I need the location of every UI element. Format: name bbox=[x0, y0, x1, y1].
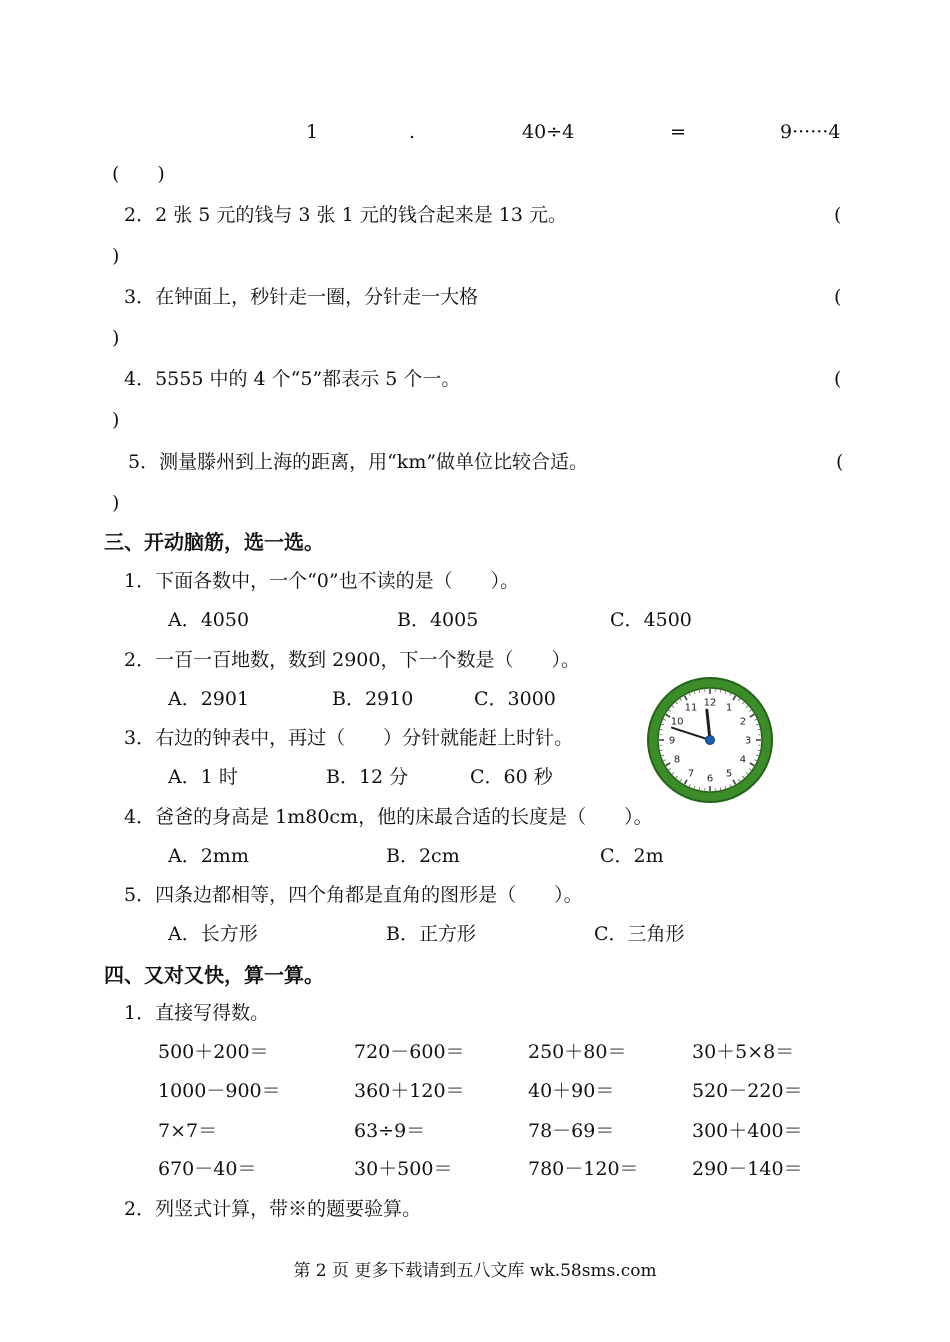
judge-q2-paren-close: ) bbox=[112, 245, 120, 267]
calc-item: 250＋80＝ bbox=[528, 1041, 627, 1063]
choice-q3-option-c: C．60 秒 bbox=[470, 766, 553, 788]
calc-item: 670－40＝ bbox=[158, 1158, 257, 1180]
choice-q1-text: 1．下面各数中，一个“0”也不读的是（ ）。 bbox=[124, 570, 520, 592]
section4-sub2: 2．列竖式计算，带※的题要验算。 bbox=[124, 1198, 422, 1220]
calc-item: 520－220＝ bbox=[692, 1080, 803, 1102]
calc-item: 30＋5×8＝ bbox=[692, 1041, 795, 1063]
clock-illustration bbox=[646, 676, 774, 804]
judge-q1-number: 1 bbox=[306, 121, 319, 143]
section4-title: 四、又对又快，算一算。 bbox=[104, 963, 324, 987]
judge-q1-result: 9······4 bbox=[780, 121, 841, 143]
choice-q4-option-c: C．2m bbox=[600, 845, 664, 867]
clock-number: 8 bbox=[673, 754, 681, 766]
judge-q5-text: 5．测量滕州到上海的距离，用“km”做单位比较合适。 bbox=[128, 451, 589, 473]
judge-q1-paren: ( ) bbox=[112, 163, 165, 185]
calc-item: 720－600＝ bbox=[354, 1041, 465, 1063]
section4-sub1: 1．直接写得数。 bbox=[124, 1002, 270, 1024]
clock-number: 6 bbox=[706, 773, 714, 785]
choice-q4-text: 4．爸爸的身高是 1m80cm，他的床最合适的长度是（ ）。 bbox=[124, 806, 653, 828]
choice-q4-option-b: B．2cm bbox=[386, 845, 460, 867]
choice-q3-text: 3．右边的钟表中，再过（ ）分针就能赶上时针。 bbox=[124, 727, 574, 749]
calc-item: 780－120＝ bbox=[528, 1158, 639, 1180]
judge-q2-text: 2．2 张 5 元的钱与 3 张 1 元的钱合起来是 13 元。 bbox=[124, 204, 567, 226]
choice-q5-option-b: B．正方形 bbox=[386, 923, 476, 945]
calc-item: 63÷9＝ bbox=[354, 1120, 426, 1142]
choice-q3-option-b: B．12 分 bbox=[326, 766, 409, 788]
judge-q1-dot: . bbox=[409, 121, 416, 143]
judge-q3-paren-close: ) bbox=[112, 327, 120, 349]
judge-q4-paren-open: ( bbox=[834, 368, 842, 390]
page-footer: 第 2 页 更多下载请到五八文库 wk.58sms.com bbox=[293, 1261, 657, 1281]
choice-q1-option-c: C．4500 bbox=[610, 609, 692, 631]
clock-number: 9 bbox=[668, 735, 676, 747]
clock-number: 7 bbox=[687, 768, 695, 780]
section3-title: 三、开动脑筋，选一选。 bbox=[104, 530, 324, 554]
judge-q2-paren-open: ( bbox=[834, 204, 842, 226]
calc-item: 290－140＝ bbox=[692, 1158, 803, 1180]
calc-item: 78－69＝ bbox=[528, 1120, 615, 1142]
choice-q2-text: 2．一百一百地数，数到 2900，下一个数是（ ）。 bbox=[124, 649, 580, 671]
choice-q2-option-a: A．2901 bbox=[168, 688, 250, 710]
clock-number: 11 bbox=[684, 702, 698, 714]
clock-center-pin bbox=[706, 736, 715, 745]
calc-item: 1000－900＝ bbox=[158, 1080, 281, 1102]
choice-q5-option-c: C．三角形 bbox=[594, 923, 685, 945]
calc-item: 360＋120＝ bbox=[354, 1080, 465, 1102]
choice-q5-text: 5．四条边都相等，四个角都是直角的图形是（ ）。 bbox=[124, 884, 583, 906]
choice-q5-option-a: A．长方形 bbox=[168, 923, 258, 945]
choice-q2-option-b: B．2910 bbox=[332, 688, 414, 710]
judge-q5-paren-open: ( bbox=[836, 451, 844, 473]
judge-q1-equals: = bbox=[670, 121, 686, 143]
calc-item: 300＋400＝ bbox=[692, 1120, 803, 1142]
calc-item: 40＋90＝ bbox=[528, 1080, 615, 1102]
choice-q3-option-a: A．1 时 bbox=[168, 766, 238, 788]
judge-q1-expression: 40÷4 bbox=[522, 121, 575, 143]
calc-item: 30＋500＝ bbox=[354, 1158, 453, 1180]
clock-number: 1 bbox=[725, 702, 733, 714]
clock-number: 12 bbox=[703, 697, 717, 709]
clock-number: 4 bbox=[739, 754, 747, 766]
calc-item: 7×7＝ bbox=[158, 1120, 218, 1142]
choice-q2-option-c: C．3000 bbox=[474, 688, 556, 710]
clock-number: 2 bbox=[739, 716, 747, 728]
clock-number: 3 bbox=[744, 735, 752, 747]
judge-q3-text: 3．在钟面上，秒针走一圈，分针走一大格 bbox=[124, 286, 479, 308]
judge-q4-paren-close: ) bbox=[112, 409, 120, 431]
judge-q3-paren-open: ( bbox=[834, 286, 842, 308]
choice-q1-option-a: A．4050 bbox=[168, 609, 250, 631]
judge-q4-text: 4．5555 中的 4 个“5”都表示 5 个一。 bbox=[124, 368, 461, 390]
judge-q5-paren-close: ) bbox=[112, 492, 120, 514]
choice-q4-option-a: A．2mm bbox=[168, 845, 249, 867]
clock-number: 10 bbox=[670, 716, 684, 728]
choice-q1-option-b: B．4005 bbox=[397, 609, 479, 631]
calc-item: 500＋200＝ bbox=[158, 1041, 269, 1063]
clock-number: 5 bbox=[725, 768, 733, 780]
